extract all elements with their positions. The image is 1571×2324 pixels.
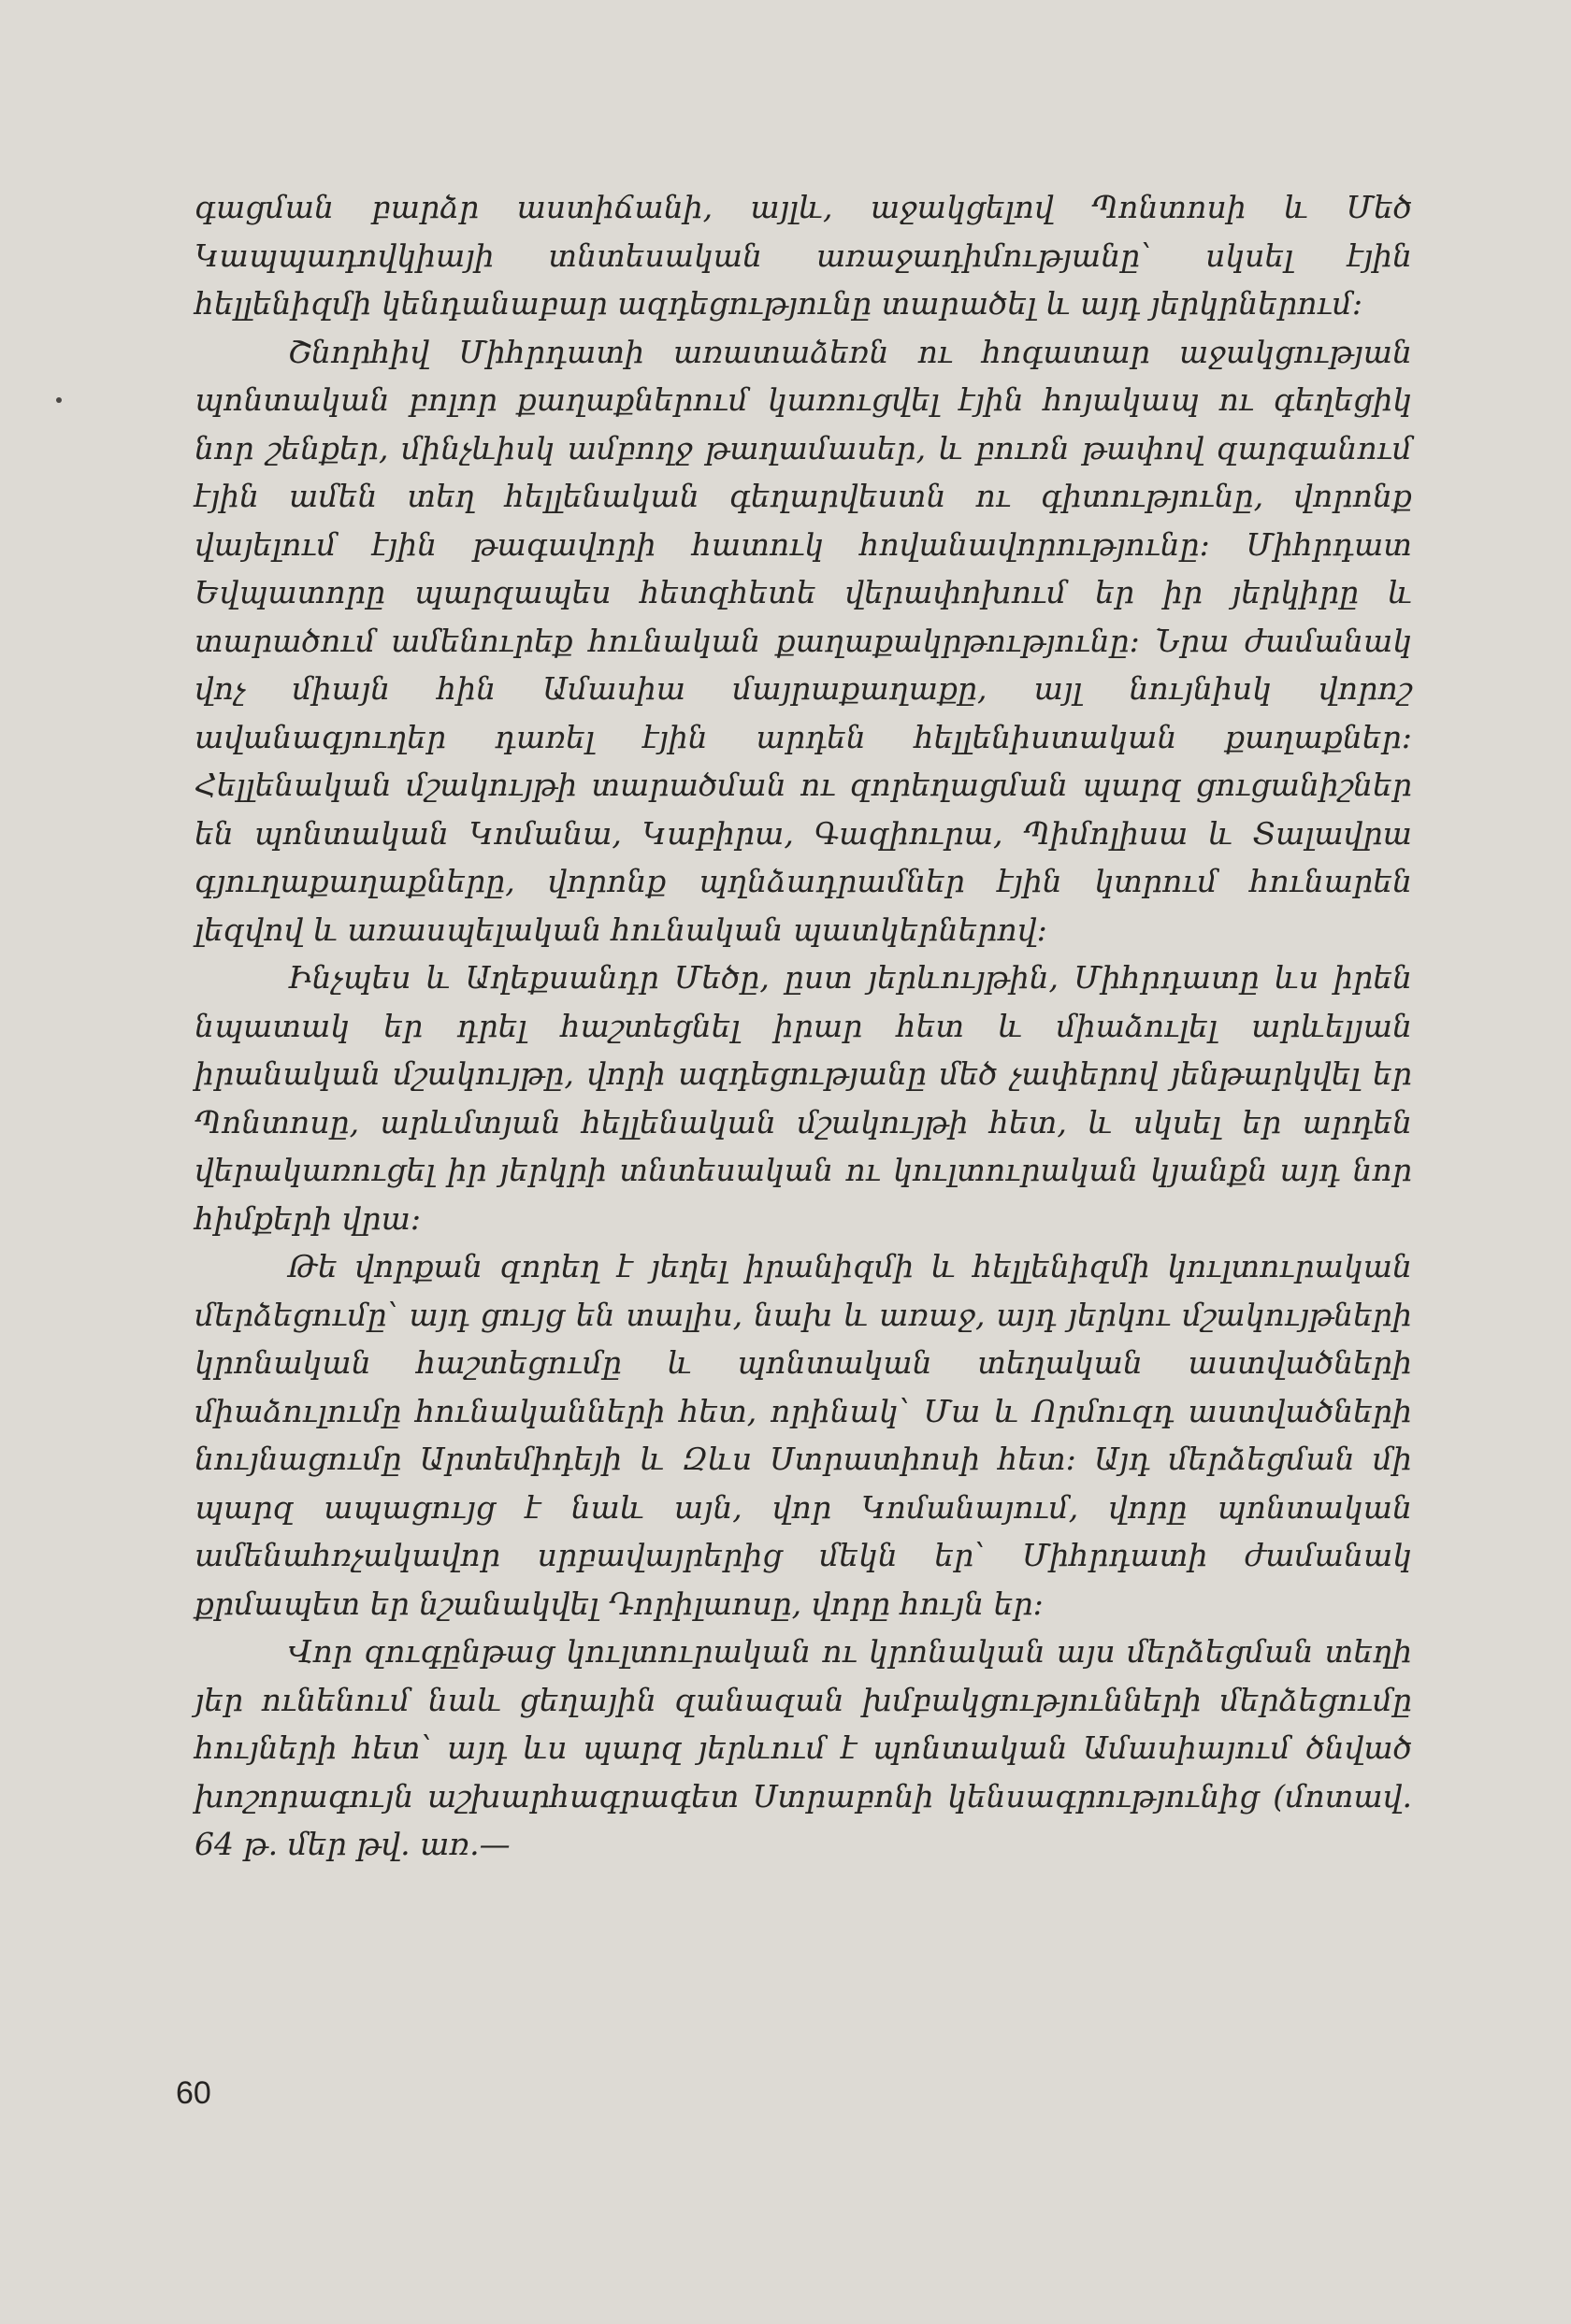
paragraph-3: Ինչպես և Աղեքսանդր Մեծը, ըստ յերևույթին, Միհրդատը ևս իրեն նպատակ եր դրել հաշտեցնել իրար հետ և միաձուլել արևելյան իրանական մշակույթը, վորի ազդեցությանը մեծ չափերով յենթարկվել եր Պոնտոսը, արևմտյան հելլենական մշակույթի հետ, և սկսել եր արդեն վերակառուցել իր յերկրի տնտեսական ու կուլտուրական կյանքն այդ նոր հիմքերի վրա։	[195, 959, 1412, 1237]
paragraph-5: Վոր զուգընթաց կուլտուրական ու կրոնական այս մերձեցման տեղի յեր ունենում նաև ցեղային զանազան խմբակցությունների մերձեցումը հույների հետ՝ այդ ևս պարզ յերևում է պոնտական Ամասիայում ծնված խոշորագույն աշխարհագրագետ Ստրաբոնի կենսագրությունից (մոտավ. 64 թ. մեր թվ. առ.—	[195, 1633, 1412, 1862]
page-number: 60	[176, 2075, 211, 2111]
paragraph-1: գացման բարձր աստիճանի, այլև, աջակցելով Պոնտոսի և Մեծ Կապպադովկիայի տնտեսական առաջադիմությանը՝ սկսել էյին հելլենիզմի կենդանաբար ազդեցությունը տարածել և այդ յերկրներում։	[195, 189, 1412, 322]
ink-speck	[56, 397, 62, 403]
paragraph-4: Թե վորքան զորեղ է յեղել իրանիզմի և հելլենիզմի կուլտուրական մերձեցումը՝ այդ ցույց են տալիս, նախ և առաջ, այդ յերկու մշակույթների կրոնական հաշտեցումը և պոնտական տեղական աստվածների միաձուլումը հունականների հետ, որինակ՝ Մա և Որմուզդ աստվածների նույնացումը Արտեմիդեյի և Զևս Ստրատիոսի հետ։ Այդ մերձեցման մի պարզ ապացույց է նաև այն, վոր Կոմանայում, վորը պոնտական ամենահռչակավոր սրբավայրերից մեկն եր՝ Միհրդատի ժամանակ քրմապետ եր նշանակվել Դորիլաոսը, վորը հույն եր։	[195, 1248, 1412, 1622]
paragraph-2: Շնորհիվ Միհրդատի առատաձեռն ու հոգատար աջակցության պոնտական բոլոր քաղաքներում կառուցվել էյին հոյակապ ու գեղեցիկ նոր շենքեր, մինչևիսկ ամբողջ թաղամասեր, և բուռն թափով զարգանում էյին ամեն տեղ հելլենական գեղարվեստն ու գիտությունը, վորոնք վայելում էյին թագավորի հատուկ հովանավորությունը։ Միհրդատ Եվպատորը պարզապես հետզհետե վերափոխում եր իր յերկիրը և տարածում ամենուրեք հունական քաղաքակրթությունը։ Նրա ժամանակ վոչ միայն հին Ամասիա մայրաքաղաքը, այլ նույնիսկ վորոշ ավանագյուղեր դառել էյին արդեն հելլենիստական քաղաքներ։ Հելլենական մշակույթի տարածման ու զորեղացման պարզ ցուցանիշներ են պոնտական Կոմանա, Կաբիրա, Գազիուրա, Պիմոլիսա և Տալավրա գյուղաքաղաքները, վորոնք պղնձադրամներ էյին կտրում հունարեն լեզվով և առասպելական հունական պատկերներով։	[195, 333, 1412, 948]
body-text	[195, 183, 1412, 1869]
